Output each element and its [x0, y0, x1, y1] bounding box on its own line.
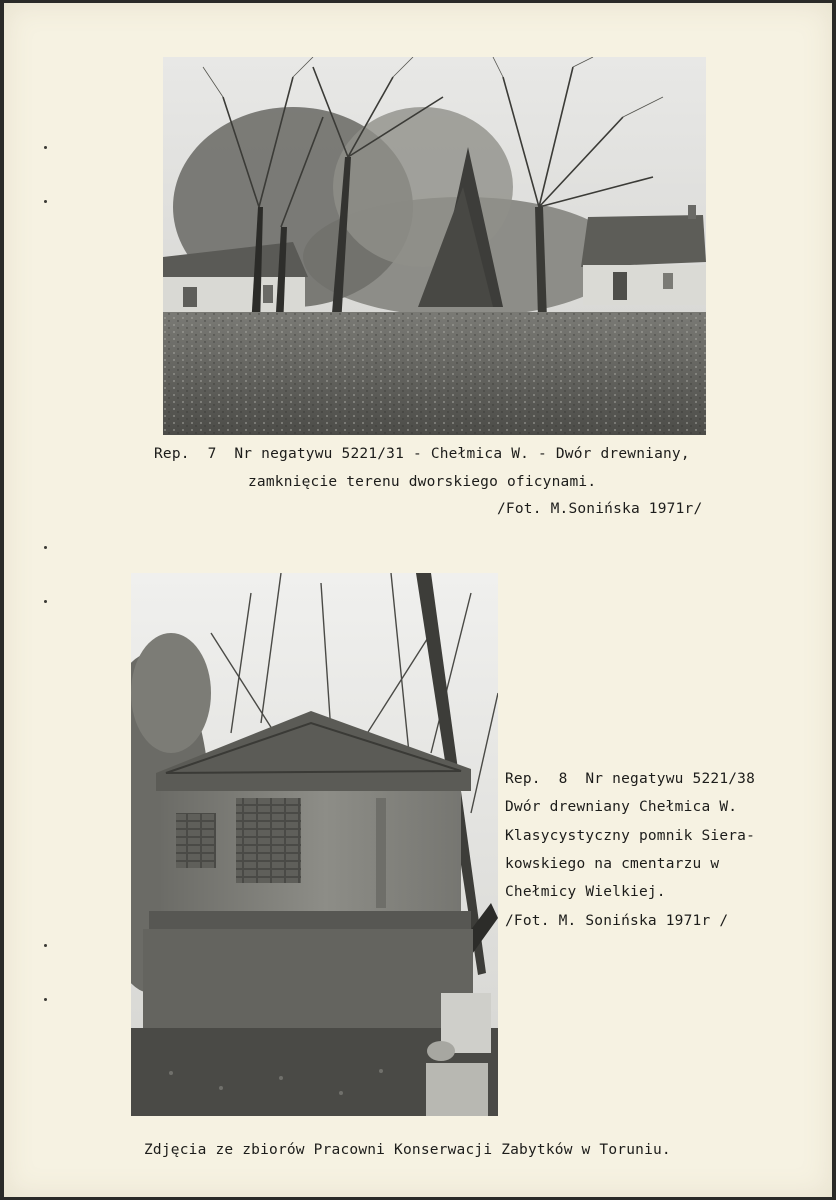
punch-hole: [44, 998, 47, 1001]
punch-hole: [44, 546, 47, 549]
caption-line: /Fot. M.Sonińska 1971r/: [497, 501, 703, 517]
footer-line: Zdjęcia ze zbiorów Pracowni Konserwacji Zabytków w Toruniu.: [144, 1142, 671, 1158]
punch-hole: [44, 600, 47, 603]
caption-line: Rep. 7 Nr negatywu 5221/31 - Chełmica W. - Dwór drewniany,: [154, 446, 690, 462]
caption-line: Klasycystyczny pomnik Siera-: [505, 828, 756, 844]
archive-sheet: [4, 3, 832, 1197]
caption-line: Chełmicy Wielkiej.: [505, 884, 666, 900]
caption-line: kowskiego na cmentarzu w: [505, 856, 720, 872]
caption-line: /Fot. M. Sonińska 1971r /: [505, 913, 729, 929]
caption-line: Rep. 8 Nr negatywu 5221/38: [505, 771, 756, 787]
punch-hole: [44, 146, 47, 149]
monument-photo: [131, 573, 498, 1116]
manor-yard-photo: [163, 57, 706, 435]
caption-line: Dwór drewniany Chełmica W.: [505, 799, 738, 815]
punch-hole: [44, 200, 47, 203]
caption-line: zamknięcie terenu dworskiego oficynami.: [248, 474, 597, 490]
punch-hole: [44, 944, 47, 947]
